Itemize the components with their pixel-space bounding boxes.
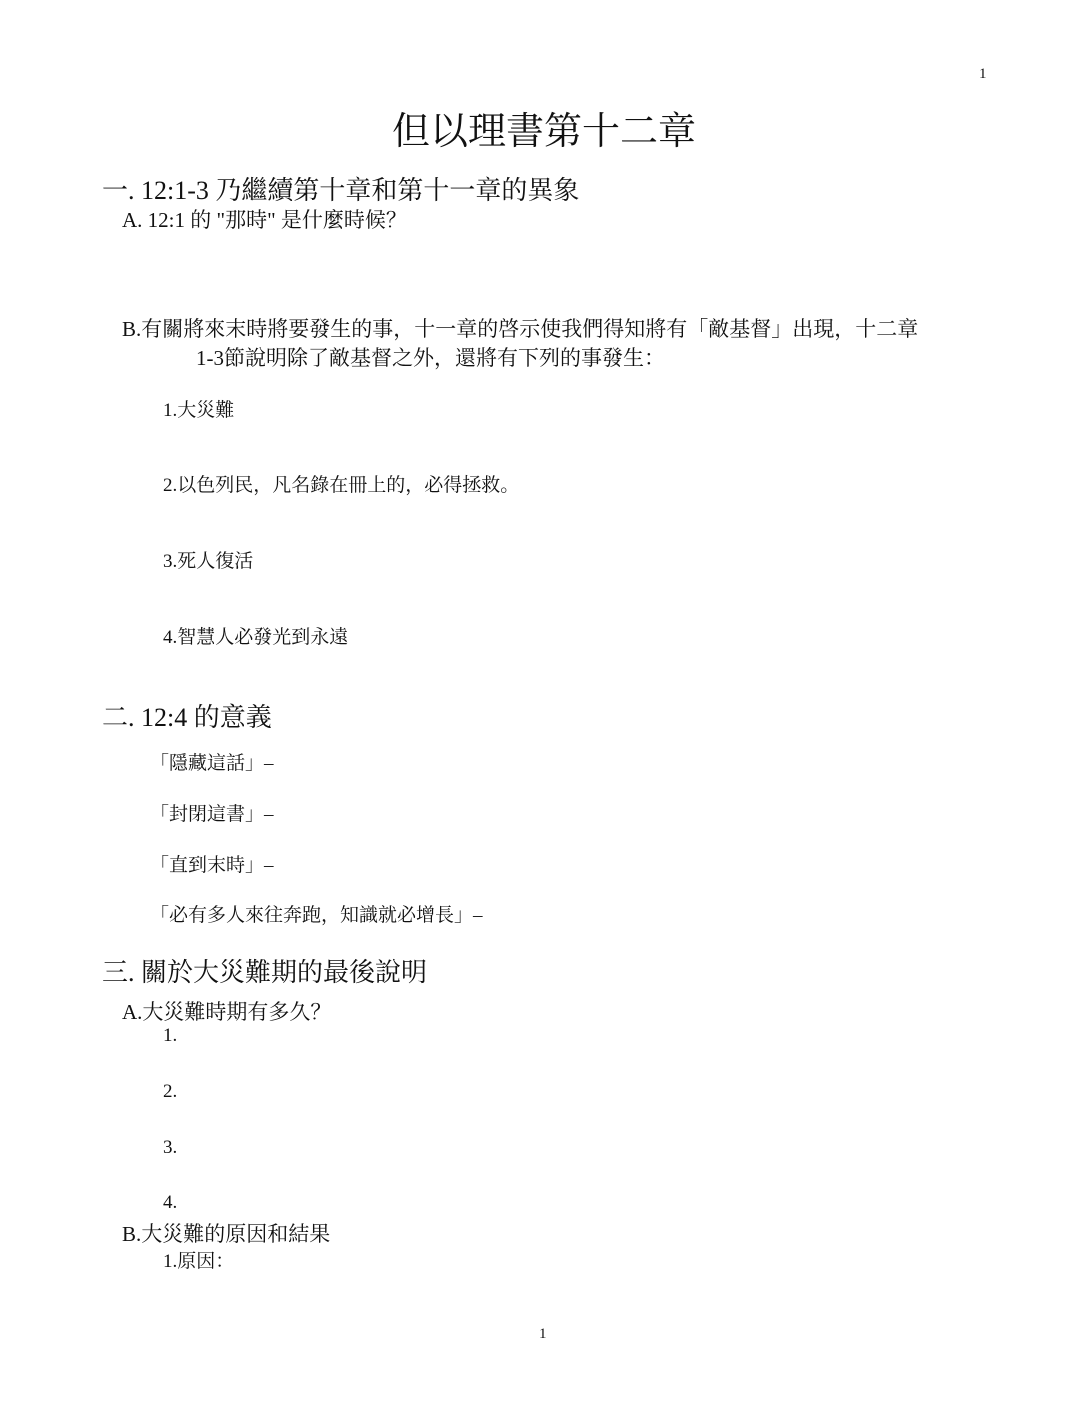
section-3-heading: 三. 關於大災難期的最後說明 — [102, 958, 428, 987]
section-3-question-a: A.大災難時期有多久？ — [122, 1000, 332, 1024]
list-item: 2.以色列民，凡名錄在冊上的，必得拯救。 — [163, 475, 520, 496]
list-item: 1.大災難 — [163, 400, 235, 421]
section-2-heading: 二. 12:4 的意義 — [102, 703, 272, 732]
phrase-item: 「必有多人來往奔跑，知識就必增長」– — [150, 905, 483, 926]
section-1-point-b-line1: B.有關將來末時將要發生的事，十一章的啓示使我們得知將有「敵基督」出現，十二章 — [122, 317, 919, 341]
footer-page-number: 1 — [539, 1326, 547, 1342]
list-item: 3.死人復活 — [163, 551, 254, 572]
list-item: 3. — [163, 1137, 178, 1158]
phrase-item: 「直到末時」– — [150, 855, 274, 876]
section-1-point-b-line2: 1-3節說明除了敵基督之外，還將有下列的事發生： — [196, 346, 665, 370]
list-item: 4. — [163, 1192, 178, 1213]
section-1-heading: 一. 12:1-3 乃繼續第十章和第十一章的異象 — [102, 176, 580, 205]
phrase-item: 「隱藏這話」– — [150, 753, 274, 774]
list-item: 2. — [163, 1081, 178, 1102]
list-item: 1. — [163, 1025, 178, 1046]
list-item: 4.智慧人必發光到永遠 — [163, 627, 349, 648]
phrase-item: 「封閉這書」– — [150, 804, 274, 825]
list-item: 1.原因： — [163, 1251, 235, 1272]
page-title: 但以理書第十二章 — [391, 111, 696, 153]
section-3-point-b: B.大災難的原因和結果 — [122, 1222, 331, 1246]
section-1-question-a: A. 12:1 的 "那時" 是什麼時候？ — [122, 208, 407, 232]
header-page-number: 1 — [979, 66, 987, 82]
